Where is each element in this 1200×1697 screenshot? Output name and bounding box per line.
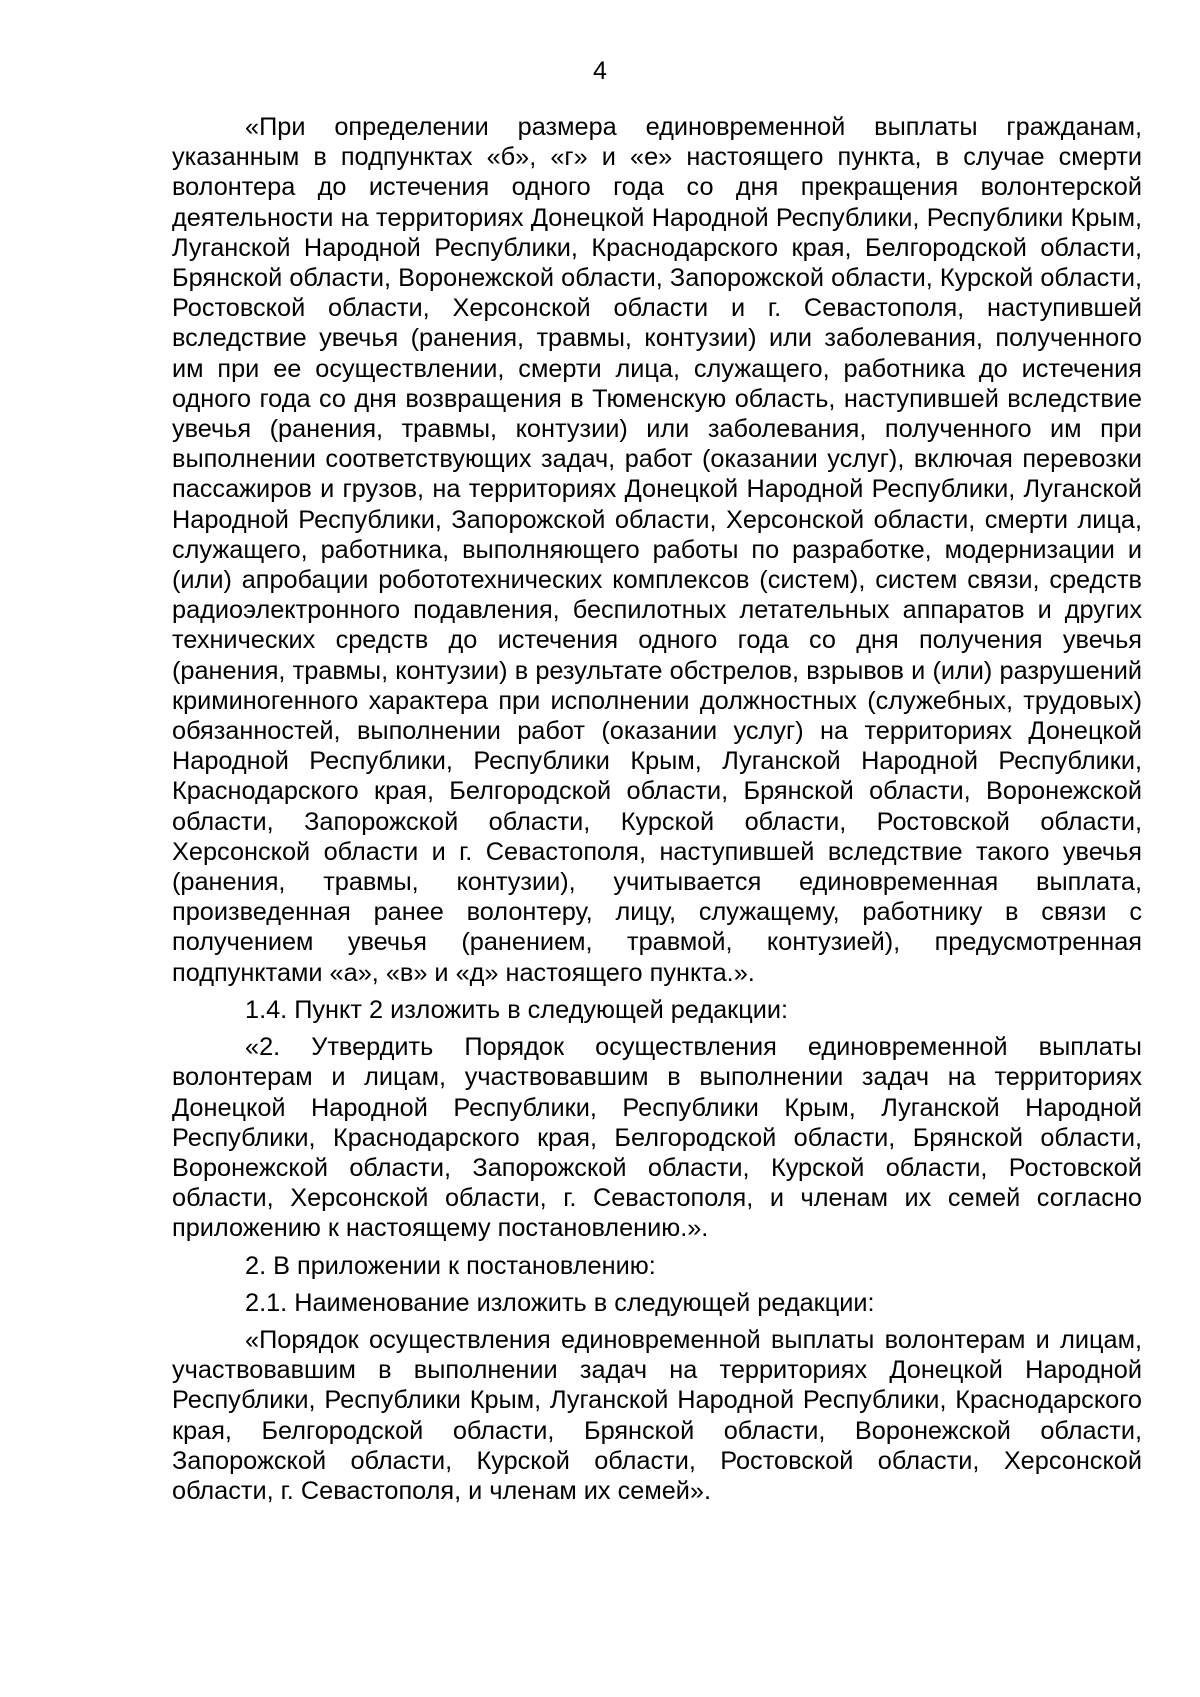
- paragraph-item-1-4: 1.4. Пункт 2 изложить в следующей редакции:: [245, 995, 788, 1024]
- paragraph-title-text: «Порядок осуществления единовременной выплаты волонтерам и лицам, участвовавшим в выполнении задач на территориях Донецкой Народной Республики, Республики Крым, Луганской Народной Республики, Краснодарского края, Белгородской области, Брянской области, Воронежской области, Запорожской области, Курской области, Ростовской области, Херсонской области, г. Севастополя, и членам их семей».: [172, 1325, 1142, 1505]
- paragraph-item-2-1: 2.1. Наименование изложить в следующей редакции:: [245, 1288, 875, 1317]
- paragraph-amendment-text: «При определении размера единовременной выплаты гражданам, указанным в подпунктах «б», «г» и «е» настоящего пункта, в случае смерти волонтера до истечения одного года со дня прекращения волонтерской деятельности на территориях Донецкой Народной Республики, Республики Крым, Луганской Народной Республики, Краснодарского края, Белгородской области, Брянской области, Воронежской области, Запорожской области, Курской области, Ростовской области, Херсонской области и г. Севастополя, наступившей вследствие увечья (ранения, травмы, контузии) или заболевания, полученного им при ее осуществлении, смерти лица, служащего, работника до истечения одного года со дня возвращения в Тюменскую область, наступившей вследствие увечья (ранения, травмы, контузии) или заболевания, полученного им при выполнении соответствующих задач, работ (оказании услуг), включая перевозки пассажиров и грузов, на территориях Донецкой Народной Республики, Луганской Народной Республики, Запорожской области, Херсонской области, смерти лица, служащего, работника, выполняющего работы по разработке, модернизации и (или) апробации робототехнических комплексов (систем), систем связи, средств радиоэлектронного подавления, беспилотных летательных аппаратов и других технических средств до истечения одного года со дня получения увечья (ранения, травмы, контузии) в результате обстрелов, взрывов и (или) разрушений криминогенного характера при исполнении должностных (служебных, трудовых) обязанностей, выполнении работ (оказании услуг) на территориях Донецкой Народной Республики, Республики Крым, Луганской Народной Республики, Краснодарского края, Белгородской области, Брянской области, Воронежской области, Запорожской области, Курской области, Ростовской области, Херсонской области и г. Севастополя, наступившей вследствие такого увечья (ранения, травмы, контузии), учитывается единовременная выплата, произведенная ранее волонтеру, лицу, служащему, работнику в связи с получением увечья (ранением, травмой, контузией), предусмотренная подпунктами «а», «в» и «д» настоящего пункта.».: [172, 113, 1142, 987]
- paragraph-item-2: 2. В приложении к постановлению:: [245, 1251, 656, 1280]
- page-number: 4: [593, 57, 607, 85]
- paragraph-item-2-text: «2. Утвердить Порядок осуществления единовременной выплаты волонтерам и лицам, участвовавшим в выполнении задач на территориях Донецкой Народной Республики, Республики Крым, Луганской Народной Республики, Краснодарского края, Белгородской области, Брянской области, Воронежской области, Запорожской области, Курской области, Ростовской области, Херсонской области, г. Севастополя, и членам их семей согласно приложению к настоящему постановлению.».: [172, 1033, 1142, 1243]
- document-body: [172, 112, 1142, 1506]
